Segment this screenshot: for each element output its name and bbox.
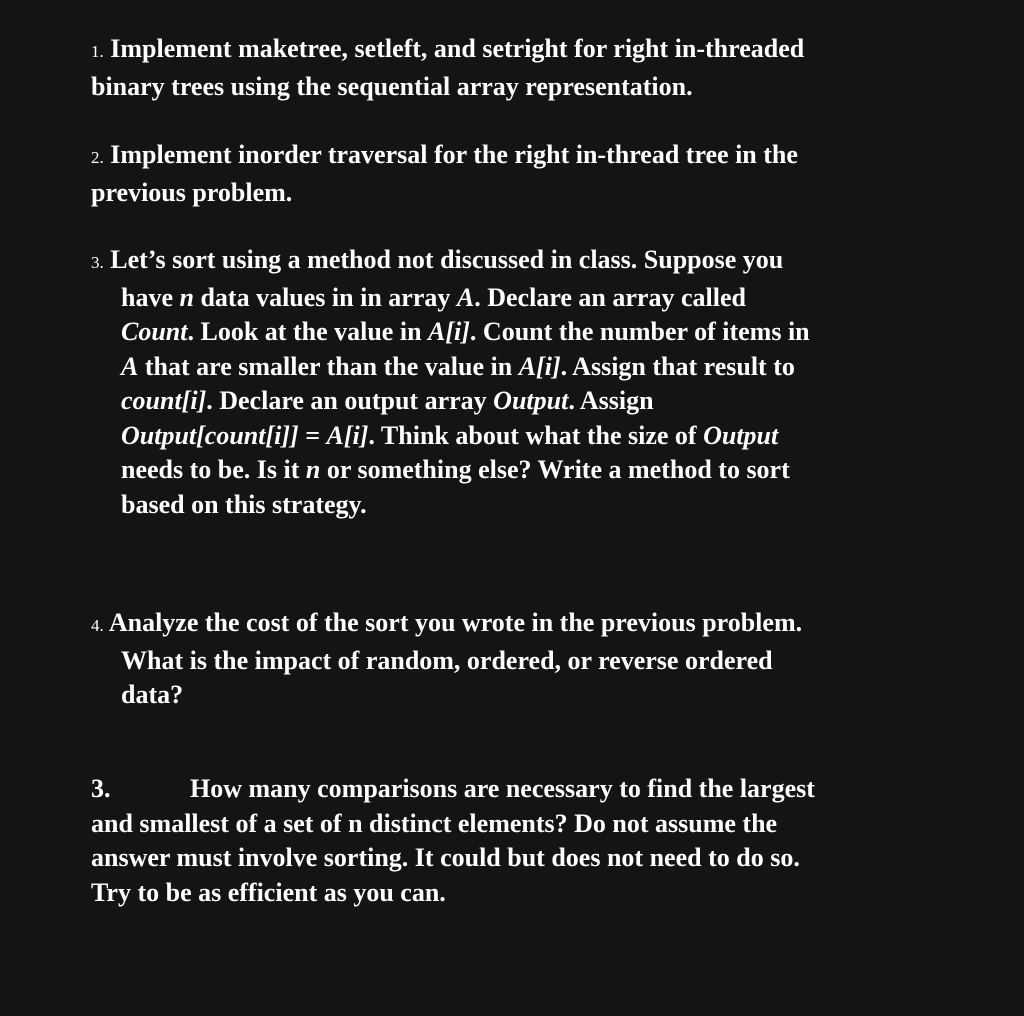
item-1-number: 1. <box>91 42 104 61</box>
question-3-line-2: and smallest of a set of n distinct elements? Do not assume the <box>91 808 778 838</box>
question-3-number: 3. <box>91 774 111 803</box>
item-3-line-8: based on this strategy. <box>121 489 367 519</box>
item-3-line-3: Count. Look at the value in A[i]. Count the number of items in <box>121 317 810 346</box>
item-3-line-5: count[i]. Declare an output array Output. Assign <box>121 386 654 415</box>
item-3-line-4: A that are smaller than the value in A[i]. Assign that result to <box>121 351 795 381</box>
question-3-line-1: 3. How many comparisons are necessary to find the largest <box>91 772 951 807</box>
item-3-line-7: needs to be. Is it n or something else? Write a method to sort <box>121 455 790 484</box>
item-3-line-6: Output[count[i]] = A[i]. Think about what the size of Output <box>121 420 779 450</box>
item-4-line-2: What is the impact of random, ordered, or reverse ordered <box>121 645 773 675</box>
question-3-line-3: answer must involve sorting. It could but does not need to do so. <box>91 843 800 872</box>
item-4-number: 4. <box>91 616 104 635</box>
item-3-line-2: have n data values in in array A. Declare an array called <box>121 282 746 312</box>
item-2-line-1: 2. Implement inorder traversal for the right in-thread tree in the <box>91 140 798 169</box>
item-3-number: 3. <box>91 253 104 272</box>
item-2-number: 2. <box>91 148 104 167</box>
item-1-line-1: 1. Implement maketree, setleft, and setright for right in-threaded <box>91 34 805 63</box>
item-3 <box>91 243 951 522</box>
item-3-line-1: 3. Let’s sort using a method not discussed in class. Suppose you <box>91 245 784 274</box>
item-4-line-1: 4. Analyze the cost of the sort you wrote in the previous problem. <box>91 608 803 637</box>
item-2 <box>91 138 951 210</box>
question-3-line-4: Try to be as efficient as you can. <box>91 877 446 907</box>
item-1-line-2: binary trees using the sequential array representation. <box>91 71 693 101</box>
item-4 <box>91 606 951 713</box>
item-2-line-2: previous problem. <box>91 177 293 207</box>
item-4-line-3: data? <box>121 680 184 709</box>
item-1 <box>91 32 951 104</box>
question-3 <box>91 772 951 910</box>
